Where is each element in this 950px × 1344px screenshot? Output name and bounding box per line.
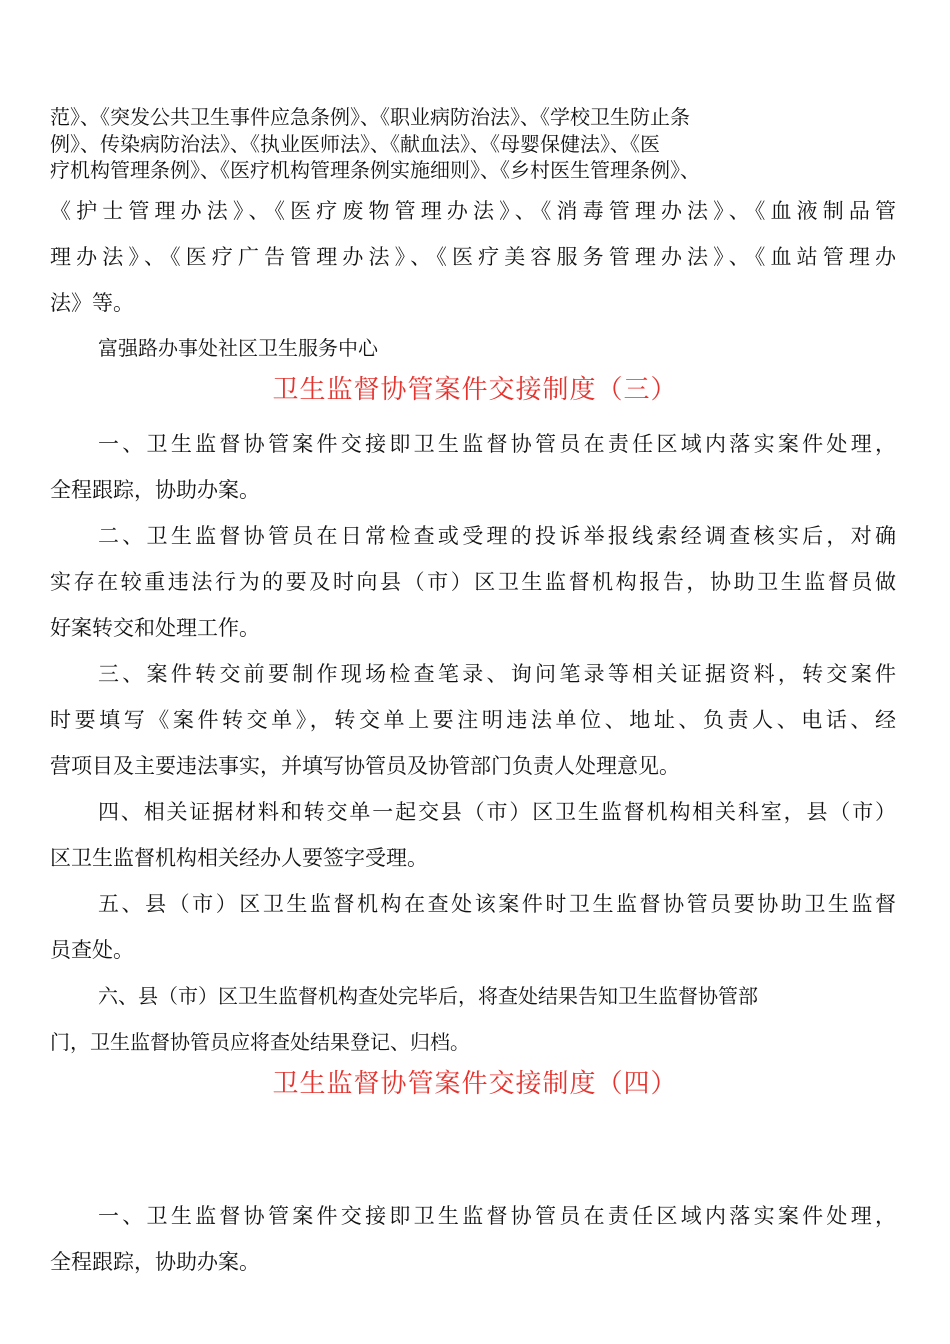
s3-p4-line-1: 四、相关证据材料和转交单一起交县（市）区卫生监督机构相关科室，县（市）	[98, 800, 896, 824]
s3-p3-line-1: 三、案件转交前要制作现场检查笔录、询问笔录等相关证据资料，转交案件	[98, 662, 896, 686]
laws-line-3: 疗机构管理条例》、《医疗机构管理条例实施细则》、《乡村医生管理条例》、	[50, 158, 700, 182]
s3-p3-line-2: 时要填写《案件转交单》，转交单上要注明违法单位、地址、负责人、电话、经	[50, 708, 896, 732]
laws-line-6: 法》等。	[50, 291, 134, 315]
s3-p4-line-2: 区卫生监督机构相关经办人要签字受理。	[50, 846, 428, 870]
laws-line-5: 理办法》、《医疗广告管理办法》、《医疗美容服务管理办法》、《血站管理办	[50, 245, 896, 269]
s3-p2-line-2: 实存在较重违法行为的要及时向县（市）区卫生监督机构报告，协助卫生监督员做	[50, 570, 896, 594]
section3-title: 卫生监督协管案件交接制度（三）	[272, 375, 678, 405]
s3-p3-line-3: 营项目及主要违法事实，并填写协管员及协管部门负责人处理意见。	[50, 754, 680, 778]
s3-p2-line-3: 好案转交和处理工作。	[50, 616, 260, 640]
laws-line-2: 例》、传染病防治法》、《执业医师法》、《献血法》、《母婴保健法》、《医	[50, 132, 660, 156]
s4-p1-line-1: 一、卫生监督协管案件交接即卫生监督协管员在责任区域内落实案件处理，	[98, 1204, 896, 1228]
s3-p1-line-2: 全程跟踪，协助办案。	[50, 478, 260, 502]
s3-p5-line-2: 员查处。	[50, 938, 134, 962]
s3-p6-line-1: 六、县（市）区卫生监督机构查处完毕后，将查处结果告知卫生监督协管部	[98, 984, 758, 1008]
section4-title: 卫生监督协管案件交接制度（四）	[272, 1069, 678, 1099]
laws-line-4: 《护士管理办法》、《医疗废物管理办法》、《消毒管理办法》、《血液制品管	[50, 199, 896, 223]
s4-p1-line-2: 全程跟踪，协助办案。	[50, 1250, 260, 1274]
signature: 富强路办事处社区卫生服务中心	[98, 336, 378, 360]
s3-p1-line-1: 一、卫生监督协管案件交接即卫生监督协管员在责任区域内落实案件处理，	[98, 432, 896, 456]
s3-p2-line-1: 二、卫生监督协管员在日常检查或受理的投诉举报线索经调查核实后，对确	[98, 524, 896, 548]
s3-p6-line-2: 门，卫生监督协管员应将查处结果登记、归档。	[50, 1030, 470, 1054]
laws-line-1: 范》、《突发公共卫生事件应急条例》、《职业病防治法》、《学校卫生防止条	[50, 105, 690, 129]
s3-p5-line-1: 五、县（市）区卫生监督机构在查处该案件时卫生监督协管员要协助卫生监督	[98, 892, 896, 916]
